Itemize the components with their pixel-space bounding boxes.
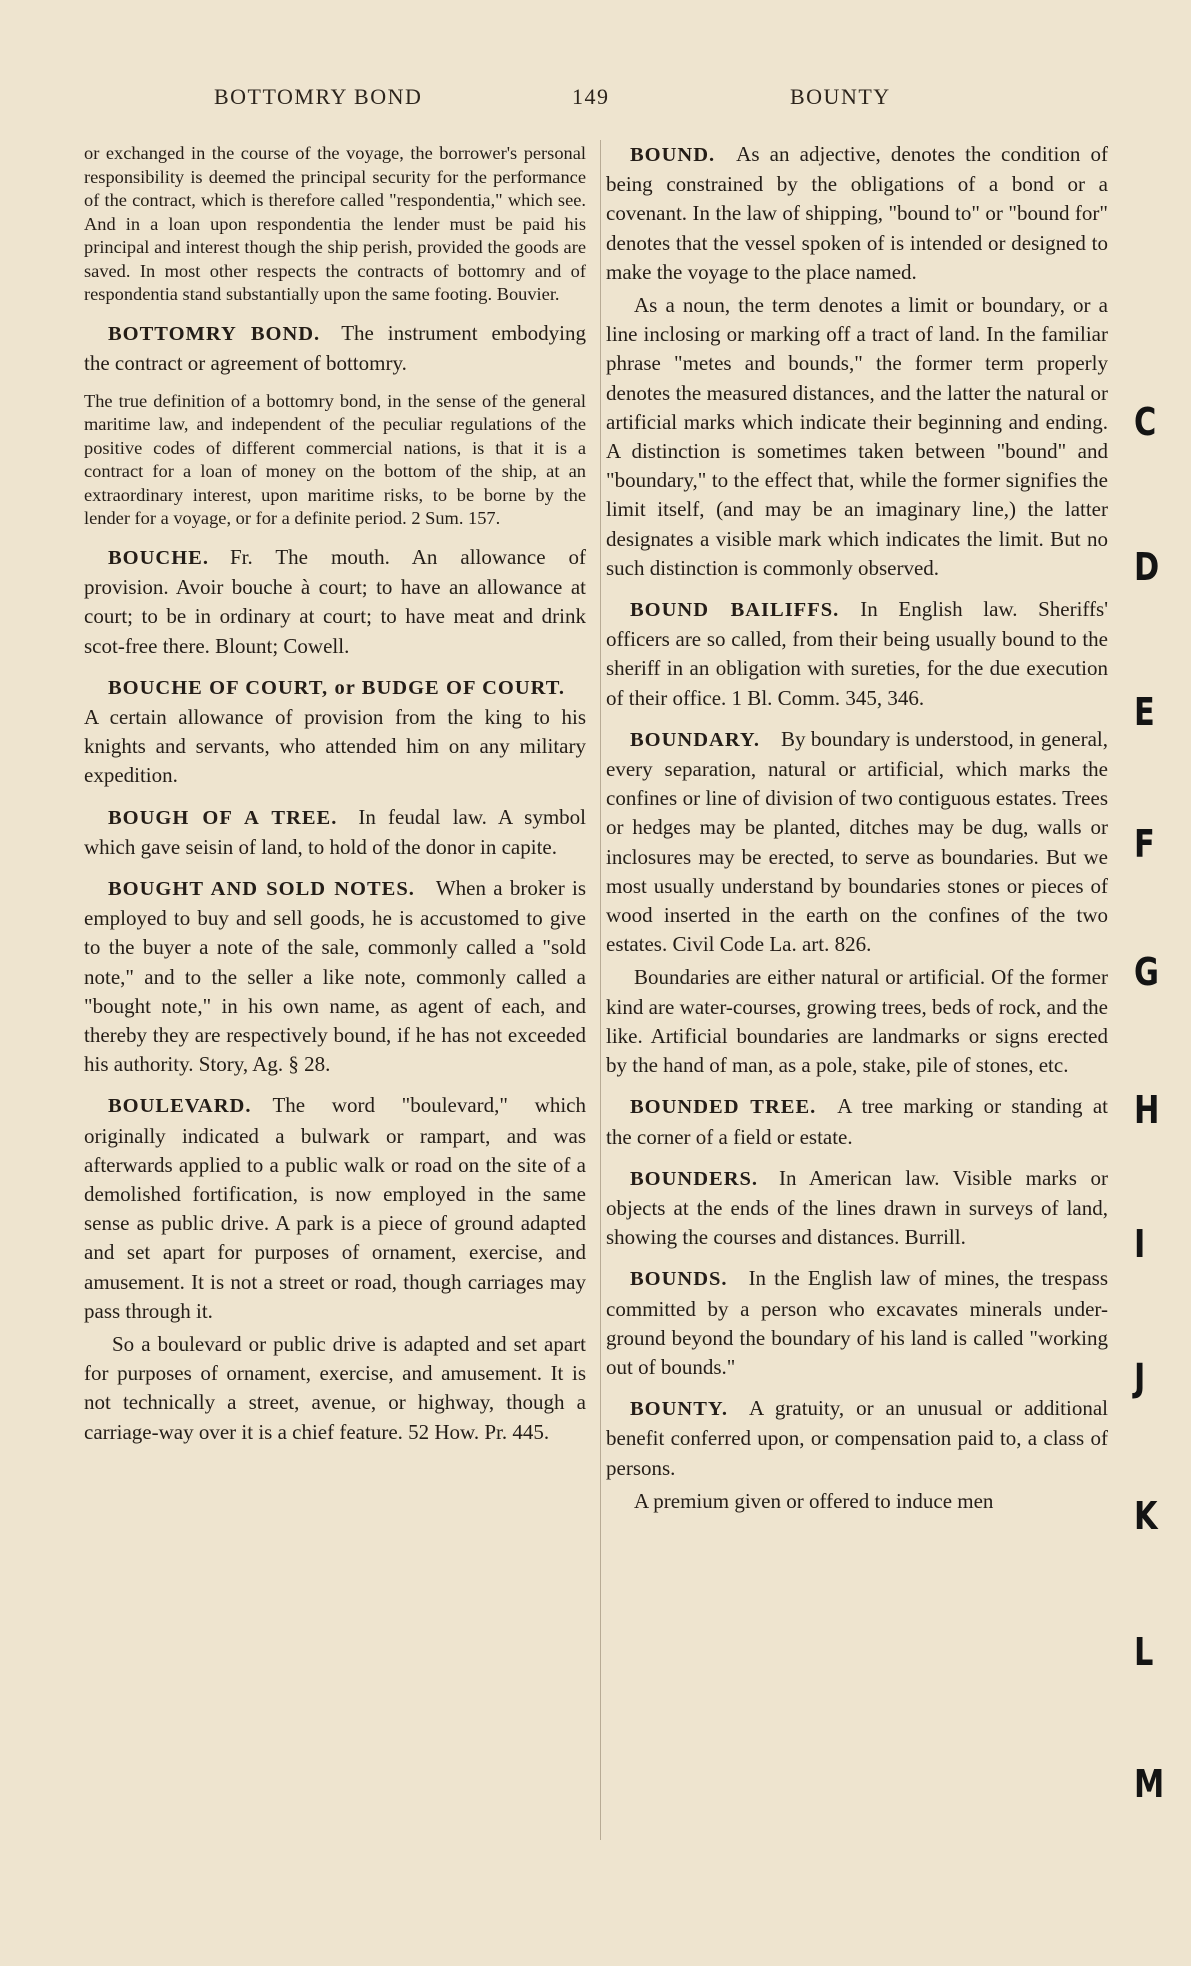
entry-text: In English law. Sheriffs' officers are so called, from their being usually bound to the sheriff in an obligation with sureties, for the due execution of their office. 1 Bl. Comm. 345, 346. xyxy=(606,597,1108,710)
entry-term: BOUND BAILIFFS. xyxy=(630,599,840,622)
entry-text: In feudal law. A symbol which gave seisin of land, to hold of the donor in capite. xyxy=(84,804,586,859)
running-head-right: BOUNTY xyxy=(790,84,891,109)
entry-term: BOUGH OF A TREE. xyxy=(108,806,338,829)
entry-text: The instrument embodying the contract or agreement of bottomry. xyxy=(84,320,587,375)
entry-text: The true definition of a bottomry bond, in the sense of the general maritime law, and independent of the peculiar regulations of the positive codes of different commercial nations, is that it is a contract for a loan of money on the bottom of the ship, at an extraordinary interest, upon maritime risks, to be borne by the lender for a voyage, or for a definite period. 2 Sum. 157. xyxy=(84,390,586,529)
thumb-index-letter: E xyxy=(1134,690,1155,734)
entry-term: BOUGHT AND SOLD NOTES. xyxy=(108,877,415,900)
entry-term: BOULEVARD. xyxy=(108,1095,252,1118)
entry-text: As a noun, the term denotes a limit or boundary, or a line inclosing or marking off a tract of land. In the familiar phrase "metes and bounds," the former term properly denotes the measured distances, and the latter the natural or artificial marks which indicate their beginning and ending. A distinction is sometimes taken between "bound" and "boundary," to the effect that, while the former signifies the limit itself, (and may be an imaginary line,) the latter designates a visible mark which indicates the limit. But no such distinction is commonly observed. xyxy=(606,293,1108,580)
dictionary-entry xyxy=(84,543,586,661)
entry-text: By boundary is understood, in general, every separation, natural or artificial, which marks the confines or line of division of two contiguous estates. Trees or hedges may be planted, ditches may be dug, walls or inclosures may be erected, to serve as boundaries. But we most usually understand by boundaries stones or pieces of wood inserted in the earth on the confines of the two estates. Civil Code La. art. 826. xyxy=(606,726,1108,957)
entry-term: BOUNDERS. xyxy=(630,1167,759,1190)
dictionary-entry xyxy=(84,142,586,307)
thumb-index-letter: H xyxy=(1134,1088,1160,1132)
dictionary-entry xyxy=(606,1264,1108,1382)
dictionary-entry xyxy=(606,1164,1108,1253)
dictionary-entry xyxy=(606,1394,1108,1483)
dictionary-entry xyxy=(84,1330,586,1447)
dictionary-entry xyxy=(606,1487,1108,1516)
dictionary-entry xyxy=(84,673,586,791)
dictionary-entry xyxy=(606,140,1108,287)
entry-text: So a boulevard or public drive is adapted and set apart for purposes of ornament, exercise, and amusement. It is not technically a street, avenue, or highway, though a carriage-way over it is a chief feature. 52 How. Pr. 445. xyxy=(84,1331,586,1444)
left-column xyxy=(84,142,586,1459)
entry-text: A gratuity, or an unusual or additional benefit conferred upon, or compensation paid to, a class of persons. xyxy=(606,1396,1108,1480)
entry-text: As an adjective, denotes the condition of being constrained by the obligations of a bond or a covenant. In the law of shipping, "bound to" or "bound for" denotes that the vessel spoken of is intended or designed to make the voyage to the place named. xyxy=(606,142,1108,284)
dictionary-entry xyxy=(84,803,586,862)
dictionary-entry xyxy=(606,725,1108,960)
entry-text: Boundaries are either natural or artificial. Of the former kind are water-courses, growing trees, beds of rock, and the like. Artificial boundaries are landmarks or signs erected by the hand of man, as a pole, stake, pile of stones, etc. xyxy=(606,965,1108,1078)
entry-text: Fr. The mouth. An allowance of provision. Avoir bouche à court; to have an allowance at court; to be in ordinary at court; to have meat and drink scot-free there. Blount; Cowell. xyxy=(84,544,586,658)
entry-term: BOUCHE OF COURT, or BUDGE OF COURT. xyxy=(108,676,565,699)
entry-text: or exchanged in the course of the voyage, the borrower's personal responsibility is deemed the principal security for the performance of the contract, which is therefore called "respondentia," which see. And in a loan upon respondentia the lender must be paid his principal and interest though the ship perish, provided the goods are saved. In most other respects the contracts of bottomry and of respondentia stand substantially upon the same footing. Bouvier. xyxy=(84,143,586,304)
thumb-index-letter: J xyxy=(1134,1356,1146,1400)
dictionary-entry xyxy=(606,1092,1108,1151)
entry-term: BOTTOMRY BOND. xyxy=(108,322,321,345)
thumb-index-letter: D xyxy=(1134,545,1160,589)
running-head-left: BOTTOMRY BOND xyxy=(214,84,423,109)
entry-text: The word "boulevard," which originally indicated a bulwark or rampart, and was afterwards applied to a public walk or road on the site of a demolished fortification, is now employed in the same sense as public drive. A park is a piece of ground adapted and set apart for purposes of ornament, exercise, and amusement. It is not a street or road, though carriages may pass through it. xyxy=(84,1093,586,1323)
entry-text: A certain allowance of provision from the king to his knights and servants, who attended him on any military expedition. xyxy=(84,704,586,788)
page-number: 149 xyxy=(572,84,610,109)
entry-text: When a broker is employed to buy and sell goods, he is accustomed to give to the buyer a note of the sale, commonly called a "sold note," and to the seller a like note, commonly called a "bought note," in his own name, as agent of each, and thereby they are respectively bound, if he has not exceeded his authority. Story, Ag. § 28. xyxy=(84,875,586,1077)
right-column xyxy=(606,140,1108,1528)
dictionary-entry xyxy=(84,390,586,531)
entry-text: A tree marking or standing at the corner of a field or estate. xyxy=(606,1094,1108,1149)
entry-text: A premium given or offered to induce men xyxy=(634,1488,994,1513)
entry-term: BOUNDARY. xyxy=(630,728,760,751)
dictionary-entry xyxy=(606,595,1108,713)
dictionary-entry xyxy=(606,291,1108,583)
thumb-index-letter: M xyxy=(1134,1762,1165,1806)
entry-term: BOUNDS. xyxy=(630,1268,728,1291)
dictionary-entry xyxy=(84,1091,586,1326)
entry-term: BOUCHE. xyxy=(108,546,209,569)
thumb-index-letter: G xyxy=(1134,950,1159,994)
thumb-index-letter: K xyxy=(1134,1494,1158,1538)
dictionary-entry xyxy=(84,874,586,1079)
entry-term: BOUND. xyxy=(630,144,716,166)
thumb-index-letter: L xyxy=(1134,1630,1154,1674)
thumb-index-letter: C xyxy=(1134,400,1157,444)
dictionary-entry xyxy=(84,319,586,378)
column-divider xyxy=(600,140,601,1840)
entry-term: BOUNTY. xyxy=(630,1398,728,1421)
entry-term: BOUNDED TREE. xyxy=(630,1096,817,1119)
dictionary-entry xyxy=(606,963,1108,1080)
entry-text: In American law. Visible marks or objects at the ends of the lines drawn in surveys of land, showing the courses and distances. Burrill. xyxy=(606,1165,1108,1250)
thumb-index-letter: F xyxy=(1134,822,1155,866)
entry-text: In the English law of mines, the trespass committed by a person who excavates minerals under-ground beyond the boundary of his land is called "working out of bounds." xyxy=(606,1266,1108,1379)
thumb-index-letter: I xyxy=(1134,1222,1146,1266)
